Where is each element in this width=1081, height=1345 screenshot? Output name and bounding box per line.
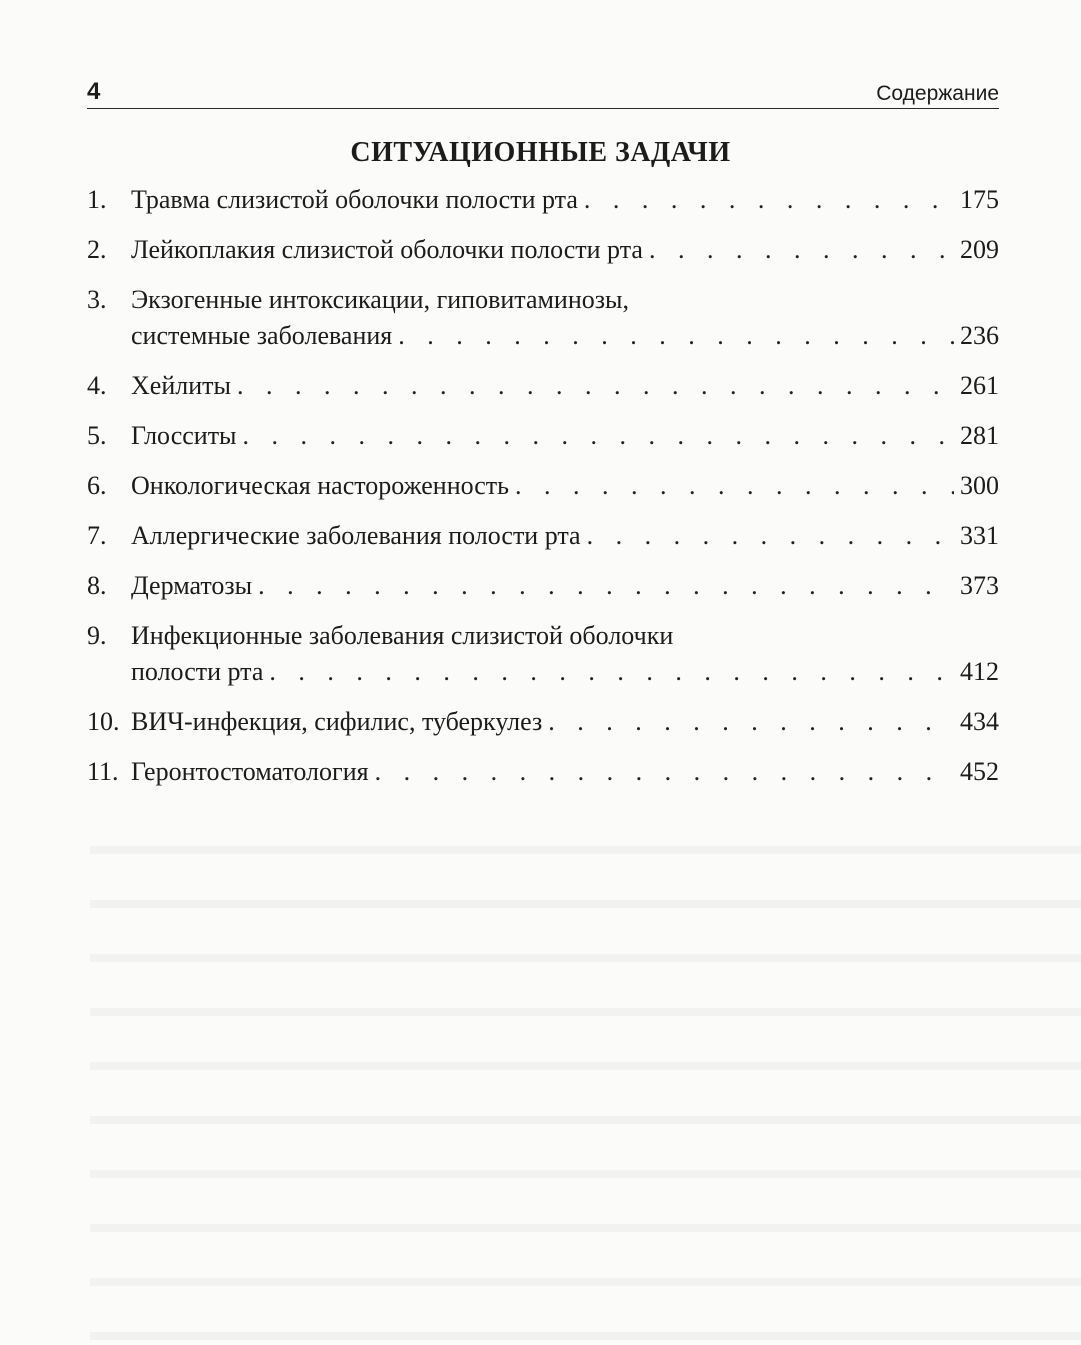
running-title: Содержание <box>876 82 999 105</box>
section-title: СИТУАЦИОННЫЕ ЗАДАЧИ <box>350 137 731 168</box>
toc-entry <box>87 368 999 404</box>
toc-entry-title: Травма слизистой оболочки полости рта <box>131 185 578 214</box>
toc-entry <box>87 754 999 790</box>
toc-entry-title-line2: системные заболевания <box>131 321 393 350</box>
toc-entry-page: 331 <box>960 521 999 550</box>
dot-leader <box>587 518 954 554</box>
running-head <box>87 70 999 109</box>
page-number: 4 <box>87 78 101 105</box>
toc-entry-number: 8. <box>87 571 107 600</box>
toc-entry-number: 4. <box>87 371 107 400</box>
toc-entry-page: 261 <box>960 371 999 400</box>
toc-entry-title: Лейкоплакия слизистой оболочки полости рта <box>131 235 643 264</box>
toc-entry-number: 5. <box>87 421 107 450</box>
toc-entry <box>87 418 999 454</box>
toc-entry <box>87 282 999 354</box>
toc-entry-page: 175 <box>960 185 999 214</box>
dot-leader <box>548 704 954 740</box>
dot-leader <box>375 754 954 790</box>
dot-leader <box>258 568 954 604</box>
dot-leader <box>237 368 954 404</box>
toc-entry-page: 281 <box>960 421 999 450</box>
toc-entry-title: Аллергические заболевания полости рта <box>131 521 581 550</box>
toc-entry <box>87 704 999 740</box>
table-of-contents <box>87 182 999 804</box>
toc-entry-number: 2. <box>87 235 107 264</box>
toc-entry-page: 434 <box>960 707 999 736</box>
toc-entry <box>87 468 999 504</box>
toc-entry-page: 236 <box>960 321 999 350</box>
toc-entry-page: 209 <box>960 235 999 264</box>
toc-entry-page: 452 <box>960 757 999 786</box>
toc-entry <box>87 568 999 604</box>
toc-entry-title-line1: Инфекционные заболевания слизистой оболочки <box>131 621 674 650</box>
toc-entry-number: 10. <box>87 707 120 736</box>
dot-leader <box>584 182 954 218</box>
toc-entry-title: ВИЧ-инфекция, сифилис, туберкулез <box>131 707 543 736</box>
show-through-text <box>90 800 1081 1340</box>
toc-entry-title: Глосситы <box>131 421 237 450</box>
toc-entry-title-line2: полости рта <box>131 657 264 686</box>
toc-entry <box>87 182 999 218</box>
dot-leader <box>649 232 954 268</box>
toc-entry-number: 9. <box>87 621 107 650</box>
toc-entry-page: 412 <box>960 657 999 686</box>
dot-leader <box>243 418 954 454</box>
toc-entry-page: 300 <box>960 471 999 500</box>
toc-entry-title: Онкологическая настороженность <box>131 471 510 500</box>
toc-entry <box>87 232 999 268</box>
toc-entry-number: 6. <box>87 471 107 500</box>
toc-entry-title: Дерматозы <box>131 571 253 600</box>
dot-leader <box>398 318 954 354</box>
toc-entry-title: Хейлиты <box>131 371 231 400</box>
toc-entry-title-line1: Экзогенные интоксикации, гиповитаминозы, <box>131 285 629 314</box>
toc-entry-number: 3. <box>87 285 107 314</box>
toc-entry-number: 7. <box>87 521 107 550</box>
toc-entry <box>87 618 999 690</box>
dot-leader <box>269 654 954 690</box>
toc-entry-page: 373 <box>960 571 999 600</box>
toc-entry-number: 11. <box>87 757 119 786</box>
toc-entry-number: 1. <box>87 185 107 214</box>
toc-entry <box>87 518 999 554</box>
dot-leader <box>515 468 954 504</box>
toc-entry-title: Геронтостоматология <box>131 757 369 786</box>
